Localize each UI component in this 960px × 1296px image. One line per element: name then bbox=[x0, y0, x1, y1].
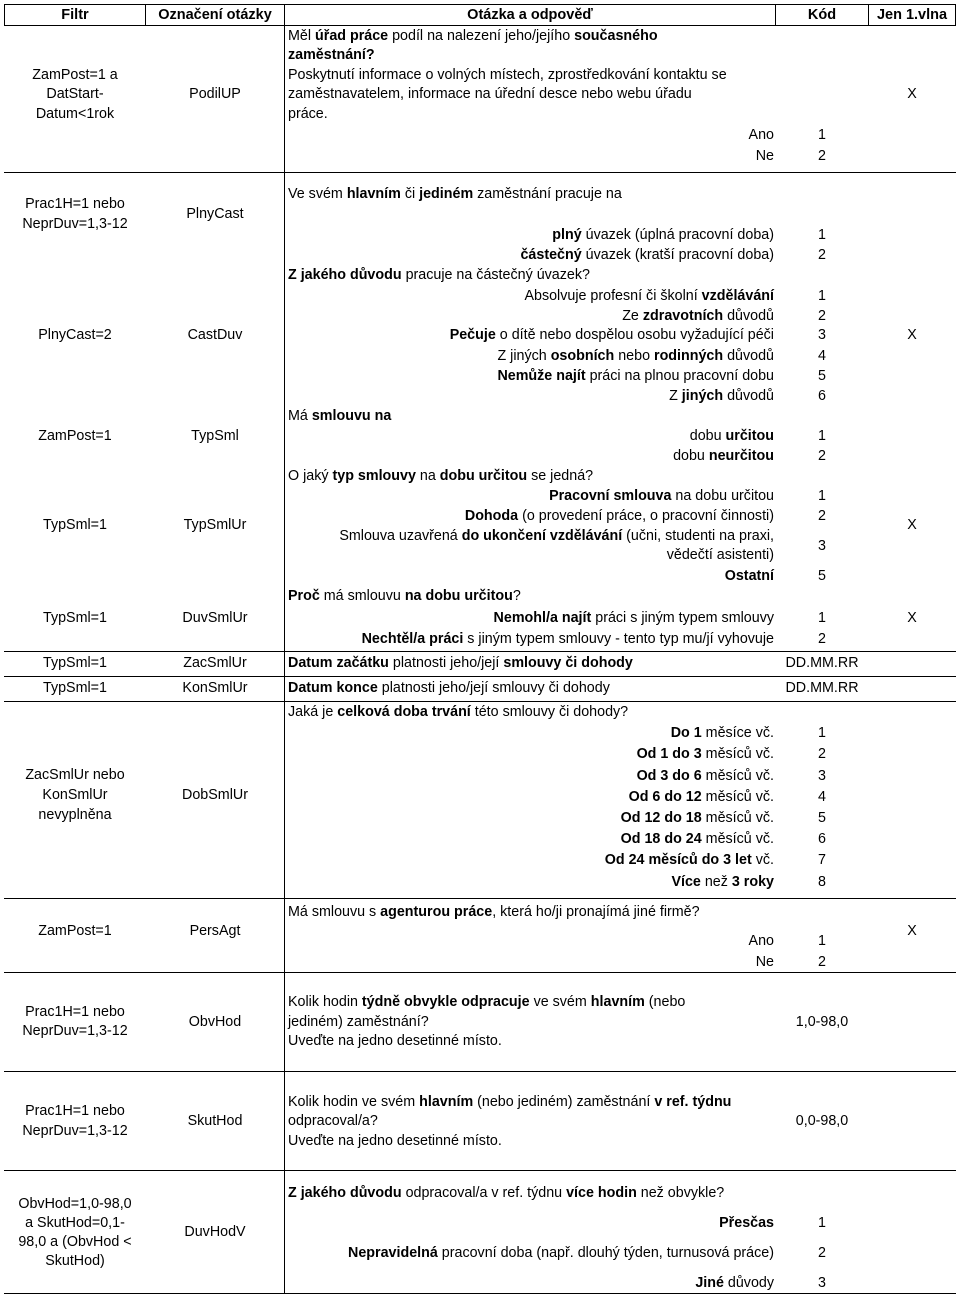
answer-option: dobu neurčitou bbox=[673, 448, 774, 464]
answer-option: Nepravidelná pracovní doba (např. dlouhý týden, turnusová práce) bbox=[348, 1245, 774, 1261]
row-separator bbox=[4, 172, 956, 173]
answer-option: vědečtí asistenti) bbox=[666, 547, 774, 563]
filter-cell: ZamPost=1 bbox=[38, 923, 112, 939]
answer-code: 2 bbox=[818, 746, 826, 762]
answer-code: 3 bbox=[818, 327, 826, 343]
filter-cell: NeprDuv=1,3-12 bbox=[22, 1123, 128, 1139]
first-wave-mark: X bbox=[907, 327, 917, 343]
question-text: Uveďte na jedno desetinné místo. bbox=[288, 1133, 502, 1149]
row-separator bbox=[4, 972, 956, 973]
question-text: Poskytnutí informace o volných místech, zprostředkování kontaktu se bbox=[288, 67, 727, 83]
question-code: SkutHod bbox=[187, 1113, 243, 1129]
answer-option: Pečuje o dítě nebo dospělou osobu vyžadující péči bbox=[449, 327, 774, 343]
answer-option: Dohoda (o provedení práce, o pracovní činnosti) bbox=[464, 508, 774, 524]
question-text: zaměstnání? bbox=[288, 47, 375, 63]
answer-option: Ano bbox=[748, 933, 774, 949]
filter-cell: Prac1H=1 nebo bbox=[25, 1103, 125, 1119]
question-text: Má smlouvu s agenturou práce, která ho/ji pronajímá jiné firmě? bbox=[288, 904, 700, 920]
filter-cell: TypSml=1 bbox=[43, 680, 107, 696]
answer-option: Ne bbox=[755, 954, 774, 970]
filter-cell: NeprDuv=1,3-12 bbox=[22, 216, 128, 232]
question-text: Kolik hodin ve svém hlavním (nebo jediném) zaměstnání v ref. týdnu bbox=[288, 1094, 732, 1110]
question-text: Má smlouvu na bbox=[288, 408, 392, 424]
answer-code: 5 bbox=[818, 368, 826, 384]
answer-code: 4 bbox=[818, 348, 826, 364]
first-wave-mark: X bbox=[907, 86, 917, 102]
answer-code: 4 bbox=[818, 789, 826, 805]
answer-option: Ne bbox=[755, 148, 774, 164]
filter-cell: 98,0 a (ObvHod < bbox=[18, 1234, 132, 1250]
question-code: ZacSmlUr bbox=[183, 655, 247, 671]
answer-format: DD.MM.RR bbox=[785, 680, 859, 696]
question-code: TypSml bbox=[191, 428, 239, 444]
answer-range: 1,0-98,0 bbox=[795, 1014, 849, 1030]
row-separator bbox=[4, 1170, 956, 1171]
answer-code: 2 bbox=[818, 448, 826, 464]
filter-cell: ZamPost=1 bbox=[38, 428, 112, 444]
filter-cell: nevyplněna bbox=[38, 807, 112, 823]
answer-option: Přesčas bbox=[719, 1215, 774, 1231]
question-text: Uveďte na jedno desetinné místo. bbox=[288, 1033, 502, 1049]
answer-option: Absolvuje profesní či školní vzdělávání bbox=[524, 288, 774, 304]
answer-option: Z jiných důvodů bbox=[669, 388, 774, 404]
answer-option: Od 3 do 6 měsíců vč. bbox=[636, 768, 774, 784]
question-text: odpracoval/a? bbox=[288, 1113, 378, 1129]
question-code: PlnyCast bbox=[186, 206, 244, 222]
answer-option: Smlouva uzavřená do ukončení vzdělávání (učni, studenti na praxi, bbox=[339, 528, 774, 544]
header-jen: Jen 1.vlna bbox=[876, 7, 948, 23]
row-separator bbox=[4, 651, 956, 652]
answer-format: DD.MM.RR bbox=[785, 655, 859, 671]
question-code: PodilUP bbox=[189, 86, 241, 102]
header-oznaceni: Označení otázky bbox=[158, 7, 272, 23]
answer-code: 7 bbox=[818, 852, 826, 868]
answer-code: 1 bbox=[818, 127, 826, 143]
answer-option: Od 24 měsíců do 3 let vč. bbox=[604, 852, 774, 868]
question-text: Z jakého důvodu odpracoval/a v ref. týdnu více hodin než obvykle? bbox=[288, 1185, 725, 1201]
answer-option: Nemohl/a najít práci s jiným typem smlouvy bbox=[493, 610, 774, 626]
answer-option: Pracovní smlouva na dobu určitou bbox=[549, 488, 774, 504]
filter-cell: a SkutHod=0,1- bbox=[25, 1215, 125, 1231]
question-code: CastDuv bbox=[187, 327, 243, 343]
answer-code: 1 bbox=[818, 933, 826, 949]
filter-cell: Datum<1rok bbox=[35, 106, 115, 122]
question-code: ObvHod bbox=[188, 1014, 242, 1030]
answer-code: 5 bbox=[818, 810, 826, 826]
question-text: Datum konce platnosti jeho/její smlouvy či dohody bbox=[288, 680, 610, 696]
filter-cell: Prac1H=1 nebo bbox=[25, 1004, 125, 1020]
answer-code: 2 bbox=[818, 954, 826, 970]
question-text: Jaká je celková doba trvání této smlouvy či dohody? bbox=[288, 704, 629, 720]
answer-option: Od 18 do 24 měsíců vč. bbox=[620, 831, 774, 847]
table-right-border bbox=[955, 4, 956, 25]
answer-code: 2 bbox=[818, 308, 826, 324]
answer-option: Nemůže najít práci na plnou pracovní dobu bbox=[497, 368, 774, 384]
answer-code: 5 bbox=[818, 568, 826, 584]
filter-cell: ZacSmlUr nebo bbox=[25, 767, 125, 783]
answer-code: 8 bbox=[818, 874, 826, 890]
question-code: TypSmlUr bbox=[183, 517, 247, 533]
answer-option: Ano bbox=[748, 127, 774, 143]
row-separator bbox=[4, 898, 956, 899]
question-code: PersAgt bbox=[189, 923, 241, 939]
filter-cell: DatStart- bbox=[46, 86, 104, 102]
answer-option: Z jiných osobních nebo rodinných důvodů bbox=[497, 348, 774, 364]
row-separator bbox=[4, 1071, 956, 1072]
answer-code: 2 bbox=[818, 247, 826, 263]
question-code: DuvSmlUr bbox=[182, 610, 248, 626]
answer-code: 2 bbox=[818, 631, 826, 647]
table-bottom-border bbox=[4, 1293, 956, 1294]
question-text: Proč má smlouvu na dobu určitou? bbox=[288, 588, 521, 604]
header-kod: Kód bbox=[807, 7, 837, 23]
answer-option: dobu určitou bbox=[689, 428, 774, 444]
question-text: O jaký typ smlouvy na dobu určitou se jedná? bbox=[288, 468, 594, 484]
row-separator bbox=[4, 676, 956, 677]
question-code: KonSmlUr bbox=[182, 680, 248, 696]
answer-code: 1 bbox=[818, 488, 826, 504]
answer-code: 3 bbox=[818, 1275, 826, 1291]
question-text: Datum začátku platnosti jeho/její smlouvy či dohody bbox=[288, 655, 633, 671]
answer-code: 1 bbox=[818, 428, 826, 444]
answer-option: Od 12 do 18 měsíců vč. bbox=[620, 810, 774, 826]
filter-cell: PlnyCast=2 bbox=[38, 327, 112, 343]
header-filtr: Filtr bbox=[61, 7, 89, 23]
filter-cell: ObvHod=1,0-98,0 bbox=[18, 1196, 132, 1212]
filter-cell: Prac1H=1 nebo bbox=[25, 196, 125, 212]
answer-code: 2 bbox=[818, 148, 826, 164]
question-code: DuvHodV bbox=[184, 1224, 246, 1240]
answer-code: 1 bbox=[818, 610, 826, 626]
answer-code: 6 bbox=[818, 388, 826, 404]
filter-cell: TypSml=1 bbox=[43, 517, 107, 533]
answer-option: Do 1 měsíce vč. bbox=[670, 725, 774, 741]
filter-cell: TypSml=1 bbox=[43, 655, 107, 671]
answer-option: Ostatní bbox=[724, 568, 774, 584]
answer-option: plný úvazek (úplná pracovní doba) bbox=[552, 227, 774, 243]
answer-code: 3 bbox=[818, 538, 826, 554]
answer-range: 0,0-98,0 bbox=[795, 1113, 849, 1129]
answer-option: Více než 3 roky bbox=[671, 874, 774, 890]
question-text: Ve svém hlavním či jediném zaměstnání pracuje na bbox=[288, 186, 622, 202]
filter-cell: NeprDuv=1,3-12 bbox=[22, 1023, 128, 1039]
answer-option: Ze zdravotních důvodů bbox=[622, 308, 774, 324]
answer-option: Nechtěl/a práci s jiným typem smlouvy - tento typ mu/jí vyhovuje bbox=[361, 631, 774, 647]
answer-code: 1 bbox=[818, 288, 826, 304]
answer-code: 1 bbox=[818, 227, 826, 243]
question-text: práce. bbox=[288, 106, 328, 122]
col-line-2 bbox=[284, 4, 285, 1294]
filter-cell: ZamPost=1 a bbox=[32, 67, 118, 83]
question-text: zaměstnavatelem, informace na úřední desce nebo webu úřadu bbox=[288, 86, 692, 102]
question-code: DobSmlUr bbox=[182, 787, 248, 803]
answer-code: 3 bbox=[818, 768, 826, 784]
first-wave-mark: X bbox=[907, 923, 917, 939]
answer-option: částečný úvazek (kratší pracovní doba) bbox=[520, 247, 774, 263]
answer-code: 2 bbox=[818, 1245, 826, 1261]
answer-option: Od 6 do 12 měsíců vč. bbox=[628, 789, 774, 805]
question-text: jediném) zaměstnání? bbox=[288, 1014, 429, 1030]
header-otazka: Otázka a odpověď bbox=[467, 7, 593, 23]
filter-cell: KonSmlUr bbox=[42, 787, 108, 803]
first-wave-mark: X bbox=[907, 610, 917, 626]
answer-option: Jiné důvody bbox=[695, 1275, 774, 1291]
filter-cell: TypSml=1 bbox=[43, 610, 107, 626]
first-wave-mark: X bbox=[907, 517, 917, 533]
answer-option: Od 1 do 3 měsíců vč. bbox=[636, 746, 774, 762]
answer-code: 1 bbox=[818, 725, 826, 741]
question-text: Z jakého důvodu pracuje na částečný úvazek? bbox=[288, 267, 590, 283]
question-text: Kolik hodin týdně obvykle odpracuje ve svém hlavním (nebo bbox=[288, 994, 686, 1010]
answer-code: 6 bbox=[818, 831, 826, 847]
answer-code: 1 bbox=[818, 1215, 826, 1231]
answer-code: 2 bbox=[818, 508, 826, 524]
filter-cell: SkutHod) bbox=[45, 1253, 105, 1269]
question-text: Měl úřad práce podíl na nalezení jeho/jejího současného bbox=[288, 28, 658, 44]
